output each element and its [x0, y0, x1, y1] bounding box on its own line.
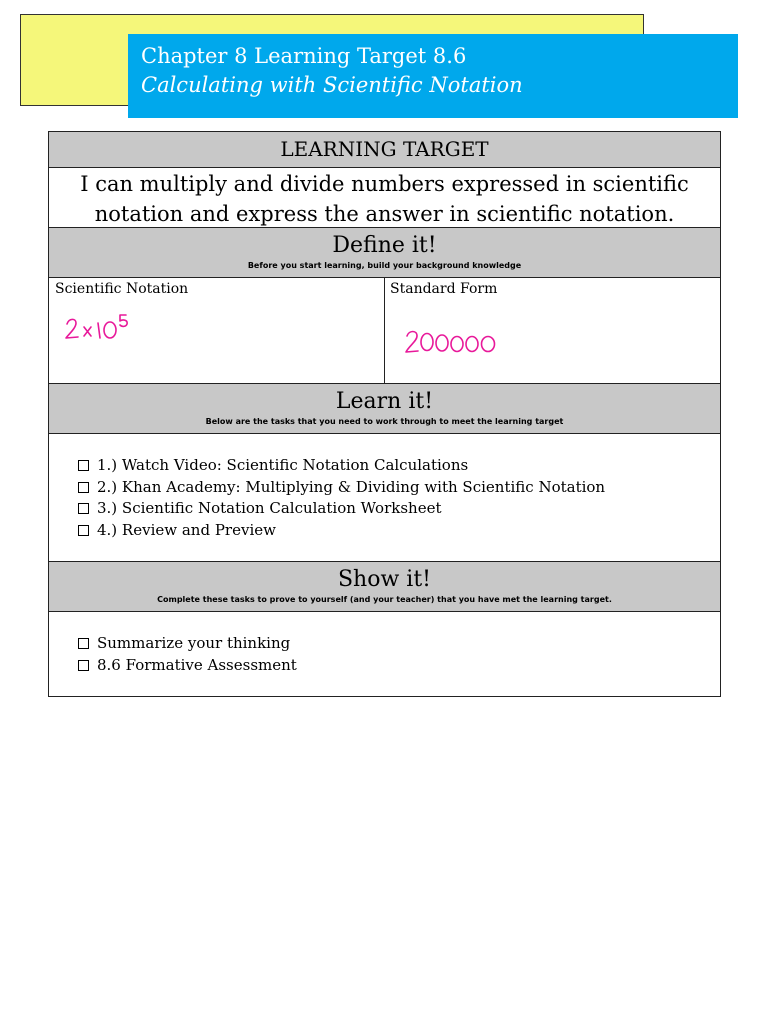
list-item	[78, 477, 605, 499]
define-it-body	[49, 278, 720, 384]
handwritten-standard-form	[404, 328, 504, 358]
learning-target-line-2: notation and express the answer in scientific notation.	[94, 202, 675, 226]
show-it-header	[49, 562, 720, 612]
list-item	[78, 633, 297, 655]
learn-it-body	[49, 434, 720, 562]
checkbox[interactable]	[78, 638, 89, 649]
handwritten-scientific-notation	[63, 312, 153, 346]
learning-target-line-1: I can multiply and divide numbers expressed in scientific	[80, 172, 689, 196]
checkbox[interactable]	[78, 503, 89, 514]
scientific-notation-label: Scientific Notation	[55, 281, 189, 297]
learning-target-statement	[49, 168, 720, 228]
standard-form-label: Standard Form	[390, 281, 498, 297]
standard-form-cell[interactable]	[385, 278, 720, 386]
checkbox[interactable]	[78, 460, 89, 471]
task-label: 2.) Khan Academy: Multiplying & Dividing with Scientific Notation	[97, 477, 606, 496]
task-label: 4.) Review and Preview	[97, 520, 276, 539]
task-label: 1.) Watch Video: Scientific Notation Calculations	[97, 456, 469, 474]
list-item	[78, 520, 605, 542]
define-it-heading: Define it!	[332, 233, 437, 258]
title-banner	[128, 34, 738, 118]
checkbox[interactable]	[78, 660, 89, 671]
list-item	[78, 498, 605, 520]
show-it-heading: Show it!	[337, 567, 432, 592]
show-it-subheading: Complete these tasks to prove to yourself (and your teacher) that you have met the learning target.	[157, 595, 612, 604]
learn-it-header	[49, 384, 720, 434]
task-label: Summarize your thinking	[97, 634, 291, 652]
learn-it-subheading: Below are the tasks that you need to work through to meet the learning target	[205, 417, 564, 426]
learning-target-heading: LEARNING TARGET	[49, 132, 720, 168]
learn-it-heading: Learn it!	[335, 389, 434, 414]
list-item	[78, 655, 297, 677]
define-it-subheading: Before you start learning, build your background knowledge	[247, 261, 522, 270]
learn-it-task-list	[78, 455, 605, 541]
checkbox[interactable]	[78, 525, 89, 536]
page-title: Chapter 8 Learning Target 8.6	[141, 44, 467, 68]
learning-target-sheet	[48, 131, 721, 697]
checkbox[interactable]	[78, 482, 89, 493]
task-label: 8.6 Formative Assessment	[97, 655, 297, 674]
show-it-body	[49, 612, 720, 696]
task-label: 3.) Scientific Notation Calculation Worksheet	[97, 499, 442, 517]
page-subtitle: Calculating with Scientific Notation	[141, 73, 523, 97]
list-item	[78, 455, 605, 477]
scientific-notation-cell[interactable]	[49, 278, 385, 383]
define-it-header	[49, 228, 720, 278]
show-it-task-list	[78, 633, 297, 676]
